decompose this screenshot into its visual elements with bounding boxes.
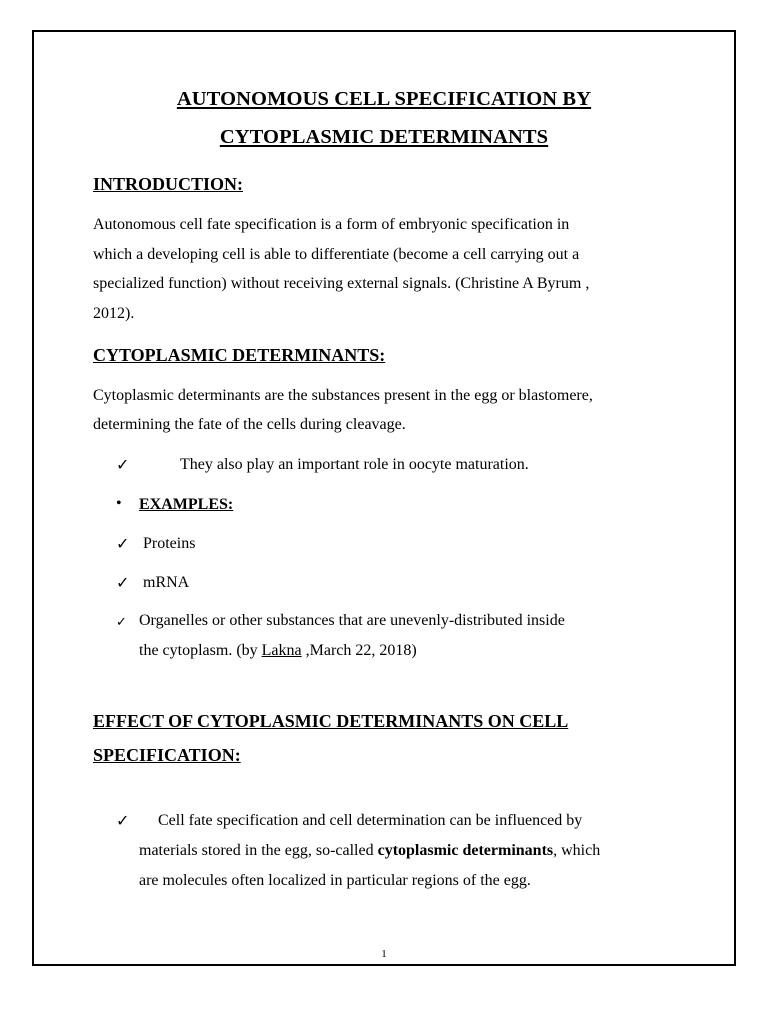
- document-title-line-1: AUTONOMOUS CELL SPECIFICATION BY: [176, 88, 592, 110]
- effect-line-2-post: , which: [553, 842, 601, 859]
- effect-line-2-pre: materials stored in the egg, so-called: [139, 842, 378, 859]
- cytoplasmic-determinants-heading: CYTOPLASMIC DETERMINANTS:: [93, 345, 386, 365]
- check-icon: ✓: [116, 536, 130, 553]
- introduction-line-4: 2012).: [93, 305, 135, 322]
- introduction-heading: INTRODUCTION:: [93, 174, 244, 194]
- effect-line-2: [139, 842, 600, 860]
- effect-heading-line-1: EFFECT OF CYTOPLASMIC DETERMINANTS ON CELL: [93, 711, 569, 731]
- introduction-line-3: specialized function) without receiving external signals. (Christine A Byrum ,: [93, 275, 590, 292]
- bullet-icon: •: [116, 495, 122, 512]
- example-organelles-line-1: Organelles or other substances that are unevenly-distributed inside: [139, 612, 565, 629]
- example-proteins: Proteins: [143, 535, 196, 552]
- cytoplasmic-determinants-line-2: determining the fate of the cells during cleavage.: [93, 416, 406, 433]
- effect-line-1: Cell fate specification and cell determination can be influenced by: [158, 812, 583, 829]
- citation-author-link[interactable]: Lakna: [261, 642, 302, 659]
- oocyte-maturation-point: They also play an important role in oocyte maturation.: [180, 456, 529, 473]
- organelles-text-pre: the cytoplasm. (by: [139, 642, 262, 659]
- check-icon: ✓: [116, 614, 127, 629]
- check-icon: ✓: [116, 575, 130, 592]
- page-number: 1: [381, 948, 387, 960]
- effect-line-2-bold: cytoplasmic determinants: [377, 842, 554, 859]
- example-mrna: mRNA: [143, 574, 190, 591]
- check-icon: ✓: [116, 813, 130, 830]
- introduction-line-2: which a developing cell is able to differentiate (become a cell carrying out a: [93, 246, 580, 263]
- effect-heading-line-2: SPECIFICATION:: [93, 745, 241, 765]
- document-title-line-2: CYTOPLASMIC DETERMINANTS: [219, 126, 549, 148]
- cytoplasmic-determinants-line-1: Cytoplasmic determinants are the substances present in the egg or blastomere,: [93, 387, 593, 404]
- introduction-line-1: Autonomous cell fate specification is a form of embryonic specification in: [93, 216, 570, 233]
- examples-label: EXAMPLES:: [139, 496, 234, 513]
- example-organelles-line-2: [139, 642, 417, 660]
- effect-line-3: are molecules often localized in particular regions of the egg.: [139, 872, 531, 889]
- organelles-text-post: ,March 22, 2018): [301, 642, 417, 659]
- check-icon: ✓: [116, 457, 130, 474]
